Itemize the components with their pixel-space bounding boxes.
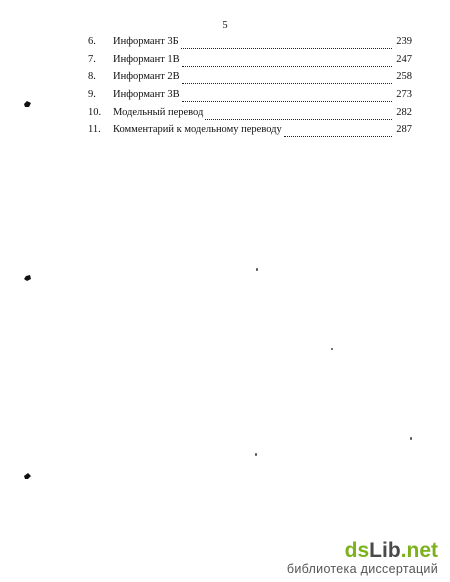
toc-entry-page: 258 [396, 71, 412, 83]
toc-entry-title: Информант 2В [113, 71, 180, 83]
toc-entry [88, 107, 412, 125]
toc-dot-leader [181, 47, 392, 49]
page-number: 5 [222, 20, 228, 31]
watermark-logo: dsLib.net [344, 539, 438, 562]
toc-dot-leader [205, 118, 392, 120]
table-of-contents [88, 36, 412, 142]
toc-entry-page: 273 [396, 89, 412, 101]
toc-dot-leader [182, 65, 392, 67]
toc-entry-title: Комментарий к модельному переводу [113, 124, 282, 136]
toc-entry-title: Информант 1В [113, 53, 180, 65]
toc-entry-page: 287 [396, 124, 412, 136]
toc-dot-leader [284, 135, 392, 137]
toc-entry-title: Информант 3В [113, 89, 180, 101]
toc-entry-page: 239 [396, 36, 412, 47]
toc-entry-page: 282 [396, 106, 412, 118]
toc-entry-title: Модельный перевод [113, 106, 204, 118]
toc-entry [88, 54, 412, 72]
scan-speck [331, 348, 333, 350]
toc-entry-number: 6. [88, 36, 96, 47]
toc-dot-leader [182, 82, 392, 84]
toc-entry-number: 8. [88, 71, 96, 83]
binder-hole-mark [23, 472, 32, 480]
toc-entry [88, 71, 412, 89]
scan-speck [410, 437, 412, 440]
toc-dot-leader [182, 100, 392, 102]
toc-entry [88, 89, 412, 107]
toc-entry-number: 10. [88, 106, 102, 118]
scan-speck [256, 268, 258, 271]
toc-entry-page: 247 [396, 53, 412, 65]
toc-entry [88, 36, 412, 54]
binder-hole-mark [23, 100, 32, 108]
toc-entry-number: 7. [88, 53, 96, 65]
toc-entry-number: 9. [88, 89, 96, 101]
toc-entry-number: 11. [88, 124, 101, 136]
toc-entry [88, 124, 412, 142]
scan-speck [255, 453, 257, 456]
toc-entry-title: Информант 3Б [113, 36, 179, 47]
site-watermark [287, 540, 438, 576]
binder-hole-mark [23, 274, 32, 282]
watermark-tagline: библиотека диссертаций [286, 562, 438, 576]
